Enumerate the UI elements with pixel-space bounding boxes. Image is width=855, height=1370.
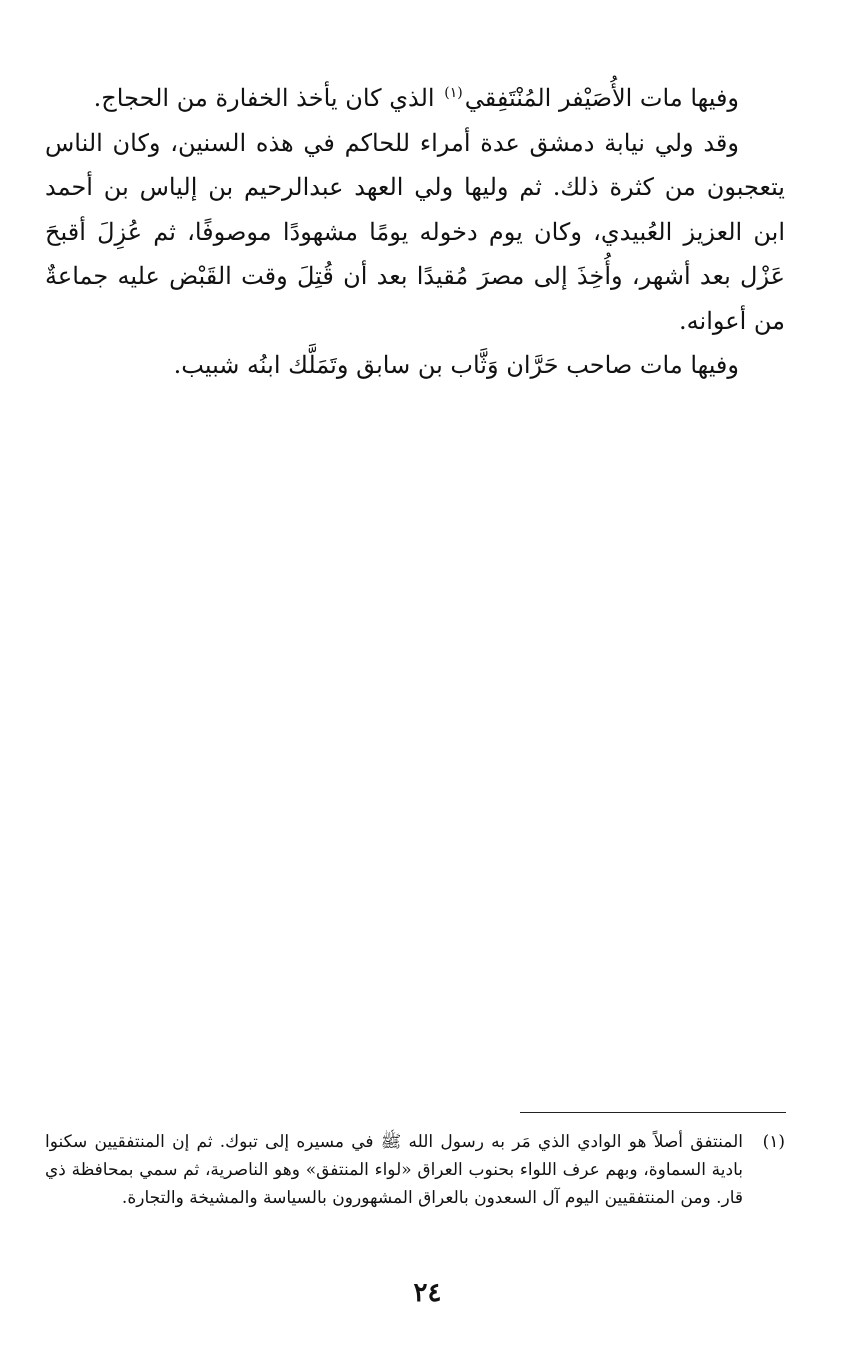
paragraph-2: وقد ولي نيابة دمشق عدة أمراء للحاكم في هذه السنين، وكان الناس يتعجبون من كثرة ذلك. ثم وليها ولي العهد عبدالرحيم بن إلياس بن أحمد ابن العزيز العُبيدي، وكان يوم دخوله يومًا مشهودًا موصوفًا، ثم عُزِلَ أقبحَ عَزْل بعد أشهر، وأُخِذَ إلى مصرَ مُقيدًا بعد أن قُتِلَ وقت القَبْض عليه جماعةٌ من أعوانه. xyxy=(45,128,786,335)
main-text xyxy=(45,76,785,388)
paragraph-1 xyxy=(45,76,785,121)
footnote-reference[interactable]: (١) xyxy=(444,85,463,101)
paragraph-1-start: وفيها مات الأُصَيْفر المُنْتَفِقي xyxy=(464,84,739,112)
paragraph-3: وفيها مات صاحب حَرَّان وَثَّاب بن سابق وتَمَلَّك ابنُه شبيب. xyxy=(173,351,739,379)
footnote xyxy=(45,1128,785,1212)
paragraph-1-end: الذي كان يأخذ الخفارة من الحجاج. xyxy=(93,84,443,112)
footnote-text: المنتفق أصلاً هو الوادي الذي مَر به رسول الله ﷺ في مسيره إلى تبوك. ثم إن المنتفقيين سكنوا بادية السماوة، وبهم عرف اللواء بحنوب العراق «لواء المنتفق» وهو الناصرية، ثم سمي بمحافظة ذي قار. ومن المنتفقيين اليوم آل السعدون بالعراق المشهورون بالسياسة والمشيخة والتجارة. xyxy=(45,1132,743,1208)
footnote-number: (١) xyxy=(762,1132,785,1152)
page-number: ٢٤ xyxy=(413,1278,442,1308)
footnote-divider xyxy=(520,1112,786,1113)
